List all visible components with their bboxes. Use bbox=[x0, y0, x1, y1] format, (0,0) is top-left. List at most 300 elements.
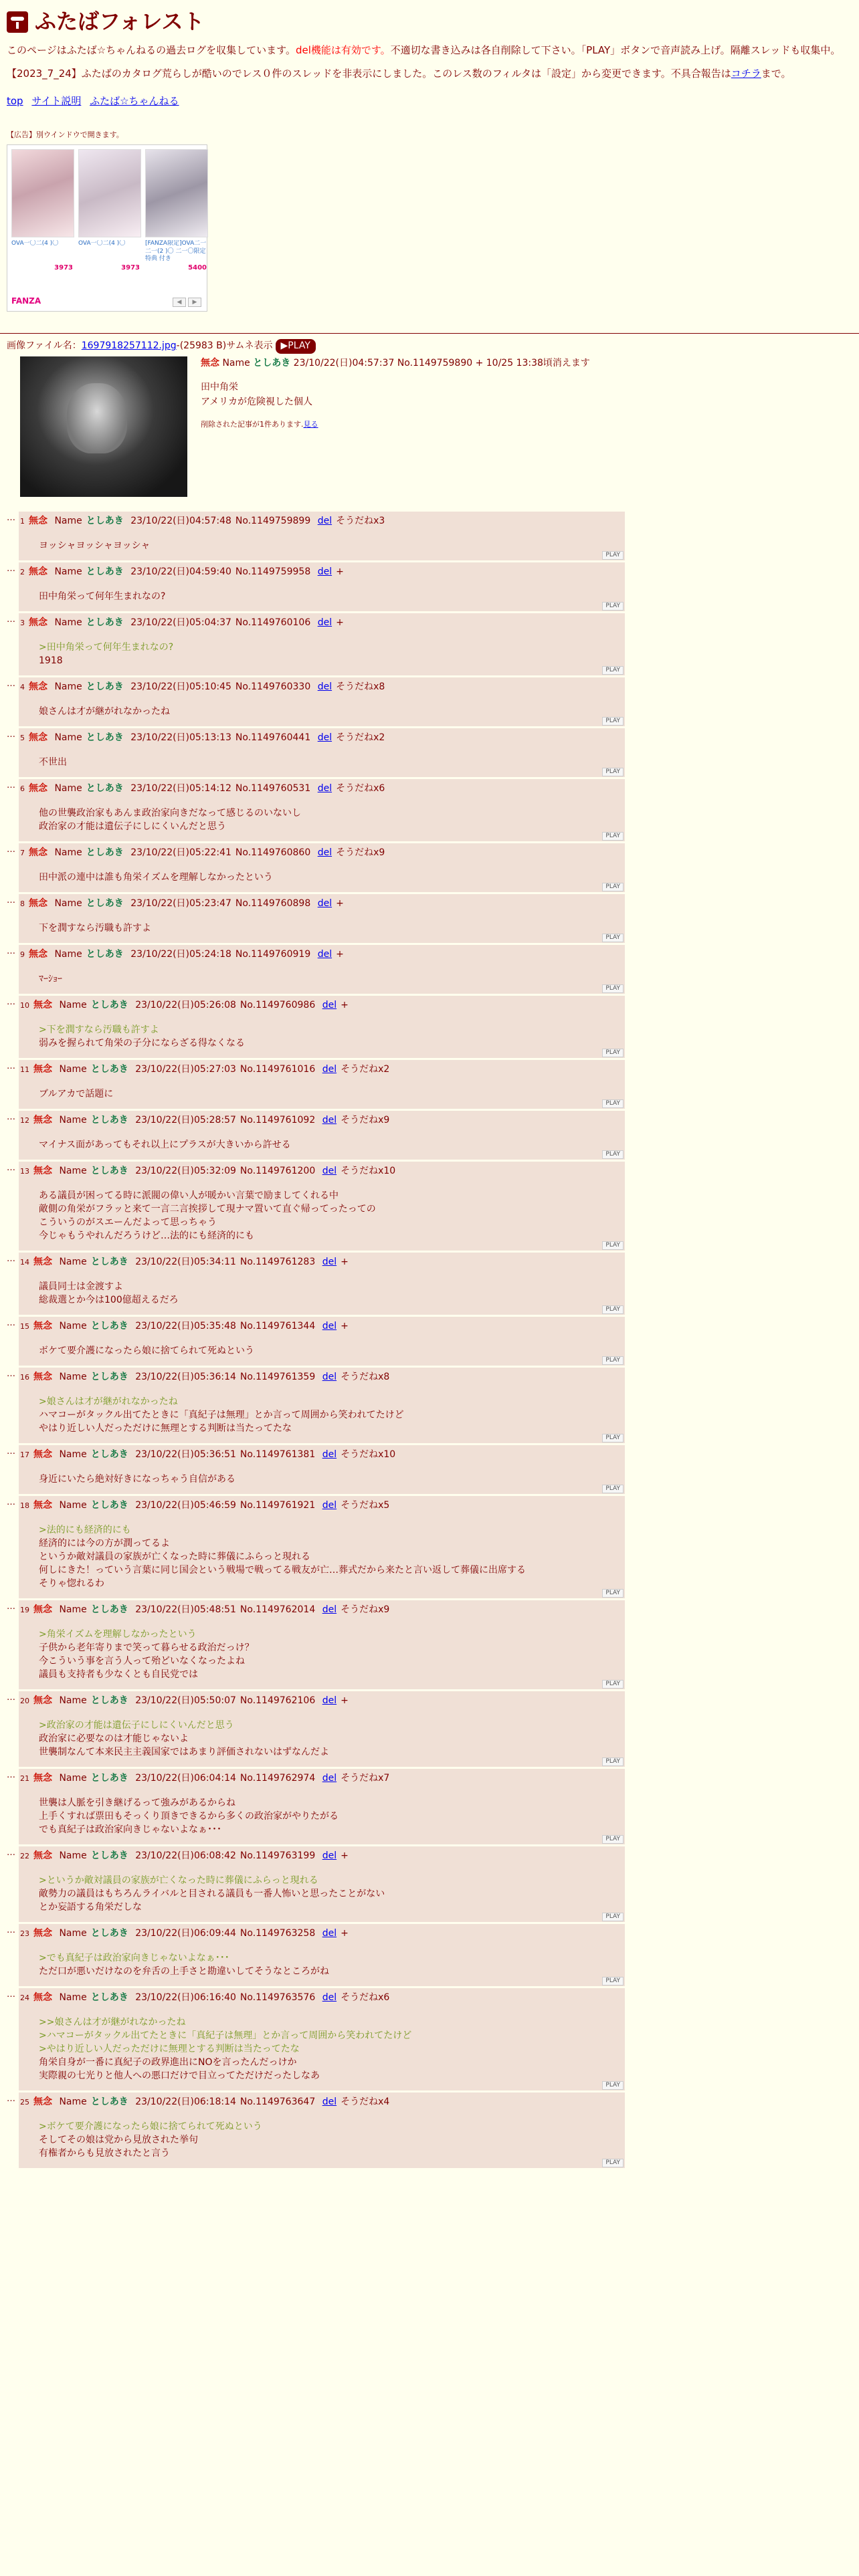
response-menu-icon[interactable]: … bbox=[7, 1446, 16, 1457]
op-number: No.1149759890 bbox=[397, 358, 473, 369]
response-header bbox=[20, 1499, 619, 1513]
play-button[interactable]: PLAY bbox=[602, 832, 624, 841]
play-button[interactable]: PLAY bbox=[602, 1241, 624, 1250]
response-name: としあき bbox=[86, 898, 124, 909]
play-button[interactable]: PLAY bbox=[602, 984, 624, 993]
play-button[interactable]: PLAY bbox=[602, 934, 624, 942]
del-link[interactable]: del bbox=[317, 898, 332, 909]
response bbox=[7, 1111, 859, 1160]
response-body bbox=[39, 1719, 619, 1759]
ad-thumbnail[interactable] bbox=[78, 149, 141, 237]
response bbox=[7, 1317, 859, 1366]
response-box bbox=[19, 562, 625, 611]
response-menu-icon[interactable]: … bbox=[7, 1848, 16, 1858]
play-button[interactable]: PLAY bbox=[602, 602, 624, 611]
response-menu-icon[interactable]: … bbox=[7, 1061, 16, 1072]
del-notice: del機能は有効です。 bbox=[295, 43, 391, 56]
sodane-button[interactable]: そうだねx8 bbox=[336, 681, 385, 693]
response bbox=[7, 1253, 859, 1315]
response-line: 子供から老年寄りまで笑って暮らせる政治だっけ？ bbox=[39, 1642, 254, 1654]
response-line: 身近にいたら絶対好きになっちゃう自信がある bbox=[39, 1474, 235, 1485]
del-link[interactable]: del bbox=[322, 1449, 337, 1461]
response bbox=[7, 1769, 859, 1844]
sodane-button[interactable]: + bbox=[341, 1321, 349, 1332]
response-subject: 無念 bbox=[29, 949, 47, 960]
play-button[interactable]: PLAY bbox=[602, 768, 624, 776]
response-line: やはり近しい人だっただけに無理とする判断は当たってたな bbox=[39, 1423, 292, 1434]
response-index: 5 bbox=[20, 734, 25, 743]
response-index: 7 bbox=[20, 849, 25, 858]
response-line: 実際親の七光りと他人への悪口だけで目立ってただけだったしなあ bbox=[39, 2070, 320, 2082]
play-button[interactable]: PLAY bbox=[602, 1680, 624, 1689]
response-number: No.1149762974 bbox=[240, 1773, 316, 1784]
response-header bbox=[20, 1255, 619, 1269]
response-index: 24 bbox=[20, 1994, 29, 2003]
response bbox=[7, 1691, 859, 1767]
del-link[interactable]: del bbox=[317, 516, 332, 527]
response-line: 娘さんは才が継がれなかったね bbox=[39, 706, 170, 718]
response bbox=[7, 843, 859, 892]
play-button[interactable]: PLAY bbox=[602, 1356, 624, 1365]
quote-line: >田中角栄って何年生まれなの? bbox=[39, 642, 174, 653]
response-body bbox=[39, 922, 619, 935]
del-link[interactable]: del bbox=[317, 783, 332, 794]
name-label: Name bbox=[54, 516, 82, 527]
response-menu-icon[interactable]: … bbox=[7, 1925, 16, 1936]
sodane-button[interactable]: そうだねx9 bbox=[336, 847, 385, 859]
del-link[interactable]: del bbox=[322, 1321, 337, 1332]
response-name: としあき bbox=[90, 1992, 128, 2004]
response-line: ブルアカで話題に bbox=[39, 1089, 114, 1100]
response-number: No.1149761344 bbox=[240, 1321, 316, 1332]
play-button[interactable]: PLAY bbox=[602, 1977, 624, 1985]
response-box bbox=[19, 2092, 625, 2168]
ad-thumbnail[interactable] bbox=[145, 149, 208, 237]
quote-line: >というか敵対議員の家族が亡くなった時に葬儀にふらっと現れる bbox=[39, 1875, 318, 1887]
response-body bbox=[39, 641, 619, 667]
response-index: 25 bbox=[20, 2098, 29, 2107]
play-button[interactable]: PLAY bbox=[602, 883, 624, 891]
del-link[interactable]: del bbox=[322, 1928, 337, 1939]
nav-links bbox=[7, 94, 852, 109]
response-index: 16 bbox=[20, 1373, 29, 1382]
del-link[interactable]: del bbox=[322, 1257, 337, 1268]
response-name: としあき bbox=[86, 617, 124, 629]
del-link[interactable]: del bbox=[317, 732, 332, 744]
sodane-button[interactable]: そうだねx6 bbox=[336, 783, 385, 794]
response-menu-icon[interactable]: … bbox=[7, 1990, 16, 2000]
response-line: というか敵対議員の家族が亡くなった時に葬儀にふらっと現れる bbox=[39, 1551, 310, 1563]
name-label: Name bbox=[59, 1372, 87, 1383]
response-header bbox=[20, 731, 619, 745]
response-body bbox=[39, 807, 619, 833]
op-datetime: 23/10/22(日)04:57:37 bbox=[293, 358, 395, 369]
response bbox=[7, 1162, 859, 1251]
sodane-button[interactable]: そうだねx4 bbox=[341, 2097, 390, 2108]
response-subject: 無念 bbox=[29, 783, 47, 794]
del-link[interactable]: del bbox=[322, 1500, 337, 1511]
sodane-button[interactable]: + bbox=[336, 617, 344, 629]
name-label: Name bbox=[54, 566, 82, 578]
play-button[interactable]: PLAY bbox=[602, 717, 624, 726]
play-button[interactable]: PLAY bbox=[602, 1434, 624, 1442]
response-header bbox=[20, 514, 619, 528]
response-header bbox=[20, 782, 619, 796]
response-box bbox=[19, 843, 625, 892]
response-line: 世襲制なんて本来民主主義国家ではあまり評価されないはずなんだよ bbox=[39, 1747, 329, 1758]
bug-report-link[interactable]: コチラ bbox=[731, 67, 761, 80]
response-number: No.1149761921 bbox=[240, 1500, 316, 1511]
nav-futaba-link[interactable]: ふたば☆ちゃんねる bbox=[90, 95, 179, 108]
fanza-logo: FANZA bbox=[11, 296, 41, 306]
del-link[interactable]: del bbox=[322, 1604, 337, 1616]
response-index: 20 bbox=[20, 1697, 29, 1706]
response-menu-icon[interactable]: … bbox=[7, 895, 16, 906]
response-header bbox=[20, 1772, 619, 1786]
response-name: としあき bbox=[86, 681, 124, 693]
response-menu-icon[interactable]: … bbox=[7, 1112, 16, 1123]
response-line: 政治家の才能は遺伝子にしにくいんだと思う bbox=[39, 821, 226, 833]
sodane-button[interactable]: そうだねx9 bbox=[341, 1115, 390, 1126]
show-deleted-link[interactable]: 見る bbox=[303, 420, 318, 429]
response-box bbox=[19, 1368, 625, 1443]
response-box bbox=[19, 1691, 625, 1767]
response-header bbox=[20, 998, 619, 1012]
del-link[interactable]: del bbox=[322, 1000, 337, 1011]
response-box bbox=[19, 1162, 625, 1251]
response-subject: 無念 bbox=[33, 1604, 52, 1616]
sodane-button[interactable]: そうだねx10 bbox=[341, 1449, 396, 1461]
response-line: 何しにきた！っていう言葉に同じ国会という戦場で戦ってる戦友が亡…葬式だから来たと言い返して葬儀に出席する bbox=[39, 1565, 526, 1576]
response-name: としあき bbox=[90, 1928, 128, 1939]
response-line: 世襲は人脈を引き継げるって強みがあるからね bbox=[39, 1798, 235, 1809]
response-subject: 無念 bbox=[29, 516, 47, 527]
response-subject: 無念 bbox=[33, 1992, 52, 2004]
sodane-button[interactable]: + bbox=[336, 898, 344, 909]
sodane-button[interactable]: そうだねx8 bbox=[341, 1372, 390, 1383]
response-line: ただ口が悪いだけなのを弁舌の上手さと勘違いしてそうなところがね bbox=[39, 1966, 329, 1977]
response-name: としあき bbox=[90, 1166, 128, 1177]
sodane-button[interactable]: そうだねx3 bbox=[336, 516, 385, 527]
response-line: そしてその娘は党から見放された挙句 bbox=[39, 2135, 198, 2146]
ad-item-name[interactable]: OVA一〇二(4 )〇 bbox=[78, 240, 126, 247]
play-button[interactable]: PLAY bbox=[602, 1049, 624, 1057]
quote-line: >政治家の才能は遺伝子にしにくいんだと思う bbox=[39, 1720, 234, 1731]
response-index: 19 bbox=[20, 1606, 29, 1615]
response-header bbox=[20, 1849, 619, 1863]
response-name: としあき bbox=[90, 1321, 128, 1332]
del-link[interactable]: del bbox=[317, 949, 332, 960]
response-datetime: 23/10/22(日)05:04:37 bbox=[130, 617, 231, 629]
response-line: 上手くすれば票田もそっくり頂きできるから多くの政治家がやりたがる bbox=[39, 1811, 339, 1822]
sodane-button[interactable]: + bbox=[336, 566, 344, 578]
del-link[interactable]: del bbox=[322, 1992, 337, 2004]
response-number: No.1149762106 bbox=[240, 1695, 316, 1707]
quote-line: >ボケて要介護になったら娘に捨てられて死ぬという bbox=[39, 2121, 262, 2133]
del-link[interactable]: del bbox=[322, 1064, 337, 1075]
response-box bbox=[19, 1846, 625, 1922]
response bbox=[7, 1846, 859, 1922]
response-number: No.1149760898 bbox=[235, 898, 311, 909]
ad-item-name[interactable]: [FANZA限定]OVA二一二一(2 )〇 二一〇限定特典 付き bbox=[145, 240, 207, 262]
play-button[interactable]: PLAY bbox=[602, 551, 624, 560]
response bbox=[7, 996, 859, 1058]
play-button[interactable]: PLAY bbox=[602, 1099, 624, 1108]
op-play-button[interactable]: ▶PLAY bbox=[276, 339, 316, 354]
name-label: Name bbox=[59, 1695, 87, 1707]
response-header bbox=[20, 1927, 619, 1941]
response-line: でも真紀子は政治家向きじゃないよなぁ･･･ bbox=[39, 1824, 221, 1836]
del-link[interactable]: del bbox=[322, 1115, 337, 1126]
quote-line: >>娘さんは才が継がれなかったね bbox=[39, 2017, 186, 2028]
response-name: としあき bbox=[86, 516, 124, 527]
response-box bbox=[19, 512, 625, 560]
name-label: Name bbox=[59, 1166, 87, 1177]
sodane-button[interactable]: そうだねx9 bbox=[341, 1604, 390, 1616]
del-link[interactable]: del bbox=[317, 847, 332, 859]
response-number: No.1149760441 bbox=[235, 732, 311, 744]
response-subject: 無念 bbox=[33, 1000, 52, 1011]
response-menu-icon[interactable]: … bbox=[7, 1163, 16, 1174]
response-index: 11 bbox=[20, 1065, 29, 1075]
sodane-button[interactable]: そうだねx2 bbox=[336, 732, 385, 744]
response-name: としあき bbox=[90, 1850, 128, 1862]
response bbox=[7, 1924, 859, 1986]
ad-item[interactable] bbox=[78, 149, 140, 274]
response-datetime: 23/10/22(日)06:18:14 bbox=[135, 2097, 236, 2108]
response-datetime: 23/10/22(日)05:22:41 bbox=[130, 847, 231, 859]
name-label: Name bbox=[59, 1000, 87, 1011]
name-label: Name bbox=[59, 1500, 87, 1511]
ad-arrows bbox=[173, 298, 201, 307]
sodane-button[interactable]: + bbox=[341, 1850, 349, 1862]
nav-site-info-link[interactable]: サイト説明 bbox=[31, 95, 82, 108]
del-link[interactable]: del bbox=[317, 566, 332, 578]
response-number: No.1149763647 bbox=[240, 2097, 316, 2108]
play-button[interactable]: PLAY bbox=[602, 2159, 624, 2167]
play-button[interactable]: PLAY bbox=[602, 1305, 624, 1314]
del-link[interactable]: del bbox=[322, 1372, 337, 1383]
response-body bbox=[39, 1087, 619, 1101]
response-datetime: 23/10/22(日)05:24:18 bbox=[130, 949, 231, 960]
response-body bbox=[39, 756, 619, 769]
name-label: Name bbox=[54, 732, 82, 744]
response-number: No.1149761283 bbox=[240, 1257, 316, 1268]
response-header bbox=[20, 1448, 619, 1462]
name-label: Name bbox=[59, 1992, 87, 2004]
sodane-button[interactable]: そうだねx10 bbox=[341, 1166, 396, 1177]
response-subject: 無念 bbox=[33, 1928, 52, 1939]
response-line: 下を潤すなら汚職も許すよ bbox=[39, 923, 151, 934]
response-line: 田中派の連中は誰も角栄イズムを理解しなかったという bbox=[39, 872, 273, 883]
response-name: としあき bbox=[90, 1773, 128, 1784]
play-button[interactable]: PLAY bbox=[602, 1150, 624, 1159]
nav-top-link[interactable]: top bbox=[7, 95, 23, 108]
play-button[interactable]: PLAY bbox=[602, 1757, 624, 1766]
response-body bbox=[39, 1473, 619, 1486]
response-menu-icon[interactable]: … bbox=[7, 1318, 16, 1329]
response-number: No.1149760330 bbox=[235, 681, 311, 693]
ad-prev-icon[interactable]: ◀ bbox=[173, 298, 186, 307]
response-name: としあき bbox=[86, 847, 124, 859]
response-menu-icon[interactable]: … bbox=[7, 564, 16, 574]
sodane-button[interactable]: そうだねx2 bbox=[341, 1064, 390, 1075]
del-link[interactable]: del bbox=[322, 1773, 337, 1784]
response-datetime: 23/10/22(日)06:08:42 bbox=[135, 1850, 236, 1862]
response-subject: 無念 bbox=[33, 1115, 52, 1126]
response-datetime: 23/10/22(日)05:26:08 bbox=[135, 1000, 236, 1011]
response-menu-icon[interactable]: … bbox=[7, 1369, 16, 1380]
response-index: 4 bbox=[20, 683, 25, 692]
response-index: 10 bbox=[20, 1001, 29, 1010]
response-menu-icon[interactable]: … bbox=[7, 997, 16, 1008]
response-menu-icon[interactable]: … bbox=[7, 1693, 16, 1703]
response-line: こういうのがスエーんだよって思っちゃう bbox=[39, 1217, 217, 1228]
response-header bbox=[20, 1694, 619, 1708]
header bbox=[0, 0, 859, 312]
response-index: 6 bbox=[20, 784, 25, 794]
response-menu-icon[interactable]: … bbox=[7, 615, 16, 625]
ad-next-icon[interactable]: ▶ bbox=[188, 298, 201, 307]
response-menu-icon[interactable]: … bbox=[7, 780, 16, 791]
response-body bbox=[39, 1344, 619, 1358]
response-index: 12 bbox=[20, 1116, 29, 1125]
sodane-button[interactable]: そうだねx7 bbox=[341, 1773, 390, 1784]
response-number: No.1149759899 bbox=[235, 516, 311, 527]
op-image[interactable] bbox=[20, 356, 187, 497]
sodane-button[interactable]: + bbox=[341, 1257, 349, 1268]
ad-item[interactable] bbox=[11, 149, 73, 274]
response bbox=[7, 512, 859, 560]
response-box bbox=[19, 613, 625, 675]
response bbox=[7, 1445, 859, 1494]
response-datetime: 23/10/22(日)05:10:45 bbox=[130, 681, 231, 693]
response-menu-icon[interactable]: … bbox=[7, 1497, 16, 1508]
response-body bbox=[39, 1951, 619, 1978]
response-subject: 無念 bbox=[33, 1064, 52, 1075]
response-subject: 無念 bbox=[29, 732, 47, 744]
response-body bbox=[39, 1523, 619, 1590]
del-link[interactable]: del bbox=[322, 2097, 337, 2108]
response-datetime: 23/10/22(日)05:14:12 bbox=[130, 783, 231, 794]
response-line: 角栄自身が一番に真紀子の政界進出にNOを言ったんだっけか bbox=[39, 2057, 297, 2068]
op-header: 無念 Name としあき 23/10/22(日)04:57:37 No.1149759890 + 10/25 13:38頃消えます bbox=[201, 358, 590, 369]
del-link[interactable]: del bbox=[317, 617, 332, 629]
name-label: Name bbox=[54, 783, 82, 794]
sodane-button[interactable]: そうだねx6 bbox=[341, 1992, 390, 2004]
response-subject: 無念 bbox=[29, 847, 47, 859]
response-box bbox=[19, 945, 625, 994]
response-menu-icon[interactable]: … bbox=[7, 2094, 16, 2105]
response-body bbox=[39, 1628, 619, 1681]
name-label: Name bbox=[54, 847, 82, 859]
op-body bbox=[201, 356, 590, 430]
name-label: Name bbox=[59, 2097, 87, 2108]
name-label: Name bbox=[59, 1449, 87, 1461]
response-menu-icon[interactable]: … bbox=[7, 679, 16, 689]
quote-line: >下を潤すなら汚職も許すよ bbox=[39, 1025, 159, 1036]
response-menu-icon[interactable]: … bbox=[7, 1602, 16, 1612]
response-body bbox=[39, 705, 619, 718]
response-line: 総裁選とか今は100億超えるだろ bbox=[39, 1295, 179, 1306]
response-subject: 無念 bbox=[33, 2097, 52, 2108]
response-line: ある議員が困ってる時に派閥の偉い人が暖かい言葉で励ましてくれる中 bbox=[39, 1190, 339, 1202]
play-button[interactable]: PLAY bbox=[602, 1913, 624, 1921]
response-line: 敵勢力の議員はもちろんライバルと目される議員も一番人怖いと思ったことがない bbox=[39, 1889, 385, 1900]
sodane-button[interactable]: + bbox=[336, 949, 344, 960]
response-box bbox=[19, 1496, 625, 1598]
response-menu-icon[interactable]: … bbox=[7, 513, 16, 524]
response-subject: 無念 bbox=[29, 681, 47, 693]
play-button[interactable]: PLAY bbox=[602, 2081, 624, 2090]
response-number: No.1149759958 bbox=[235, 566, 311, 578]
name-label: Name bbox=[59, 1064, 87, 1075]
response-body bbox=[39, 871, 619, 884]
response-body bbox=[39, 1189, 619, 1243]
del-link[interactable]: del bbox=[322, 1695, 337, 1707]
response-header bbox=[20, 1319, 619, 1333]
name-label: Name bbox=[54, 617, 82, 629]
response-box bbox=[19, 1253, 625, 1315]
sodane-button[interactable]: + bbox=[341, 1695, 349, 1707]
response-menu-icon[interactable]: … bbox=[7, 1254, 16, 1265]
response-line: そりゃ惚れるわ bbox=[39, 1578, 104, 1590]
ad-item[interactable] bbox=[145, 149, 207, 274]
response-name: としあき bbox=[86, 949, 124, 960]
response-menu-icon[interactable]: … bbox=[7, 1770, 16, 1781]
name-label: Name bbox=[59, 1604, 87, 1616]
name-label: Name bbox=[59, 1773, 87, 1784]
response-datetime: 23/10/22(日)06:09:44 bbox=[135, 1928, 236, 1939]
response-body bbox=[39, 1023, 619, 1050]
response bbox=[7, 728, 859, 777]
response-number: No.1149761359 bbox=[240, 1372, 316, 1383]
play-button[interactable]: PLAY bbox=[602, 666, 624, 675]
response-box bbox=[19, 1769, 625, 1844]
response-menu-icon[interactable]: … bbox=[7, 730, 16, 740]
response-datetime: 23/10/22(日)04:57:48 bbox=[130, 516, 231, 527]
response-number: No.1149763199 bbox=[240, 1850, 316, 1862]
response-menu-icon[interactable]: … bbox=[7, 845, 16, 855]
response-subject: 無念 bbox=[33, 1321, 52, 1332]
response-subject: 無念 bbox=[29, 617, 47, 629]
del-link[interactable]: del bbox=[317, 681, 332, 693]
response-body bbox=[39, 2016, 619, 2082]
play-button[interactable]: PLAY bbox=[602, 1485, 624, 1493]
response-subject: 無念 bbox=[33, 1850, 52, 1862]
sodane-button[interactable]: + bbox=[341, 1000, 349, 1011]
sodane-button[interactable]: そうだねx5 bbox=[341, 1500, 390, 1511]
del-link[interactable]: del bbox=[322, 1850, 337, 1862]
response-line: 議員も支持者も少なくとも自民党では bbox=[39, 1669, 198, 1681]
response-menu-icon[interactable]: … bbox=[7, 946, 16, 957]
quote-line: >でも真紀子は政治家向きじゃないよなぁ･･･ bbox=[39, 1953, 229, 1964]
op-file-link[interactable]: 1697918257112.jpg bbox=[81, 340, 177, 352]
ad-banner[interactable] bbox=[7, 144, 207, 312]
response-number: No.1149763576 bbox=[240, 1992, 316, 2004]
response-number: No.1149763258 bbox=[240, 1928, 316, 1939]
ad-thumbnail[interactable] bbox=[11, 149, 74, 237]
del-link[interactable]: del bbox=[322, 1166, 337, 1177]
response-subject: 無念 bbox=[29, 566, 47, 578]
response-number: No.1149760860 bbox=[235, 847, 311, 859]
play-button[interactable]: PLAY bbox=[602, 1835, 624, 1844]
name-label: Name bbox=[59, 1321, 87, 1332]
sodane-button[interactable]: + bbox=[341, 1928, 349, 1939]
response-index: 17 bbox=[20, 1451, 29, 1460]
play-button[interactable]: PLAY bbox=[602, 1589, 624, 1598]
ad-item-name[interactable]: OVA一〇二(4 )〇 bbox=[11, 240, 59, 247]
